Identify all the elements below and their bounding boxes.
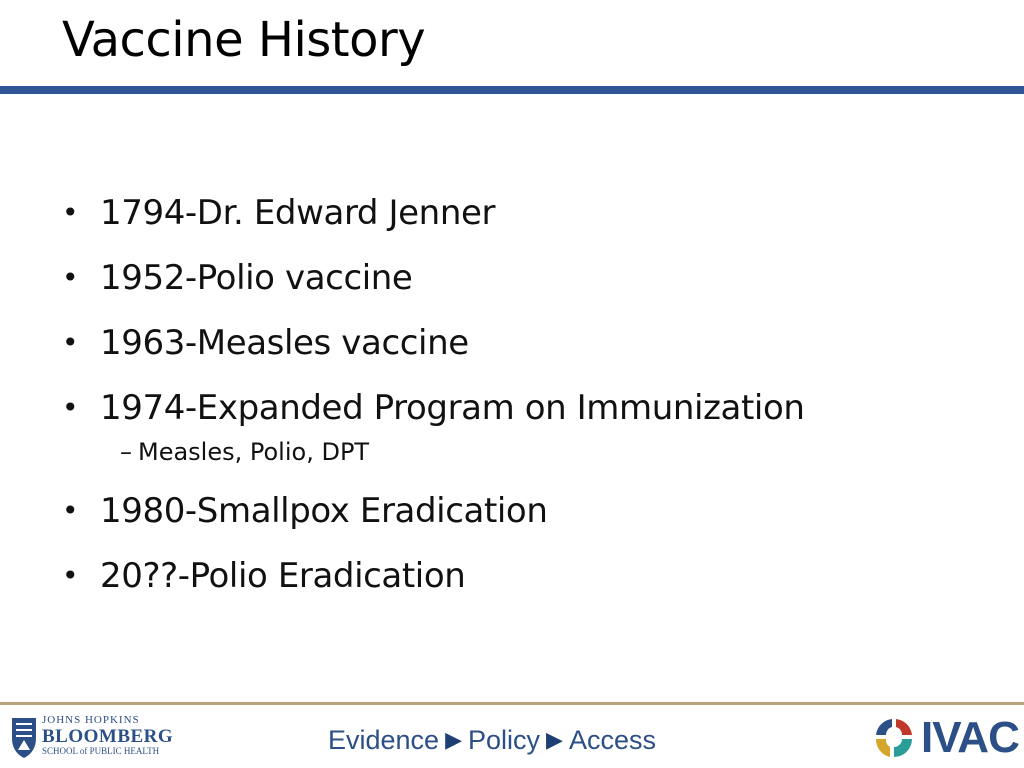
slide-title: Vaccine History [62, 12, 426, 68]
tagline-access: Access [568, 724, 656, 755]
bullet-dot: • [62, 391, 79, 424]
bullet-text: 1952-Polio vaccine [100, 258, 413, 298]
bullet-item [62, 320, 805, 366]
jhu-line3: SCHOOL of PUBLIC HEALTH [42, 746, 160, 756]
bullet-dot: • [62, 494, 79, 527]
footer-tagline [328, 722, 656, 758]
jhu-logo-text [42, 715, 173, 756]
bullet-text: 1794-Dr. Edward Jenner [100, 193, 496, 233]
tagline-policy: Policy [468, 724, 541, 755]
bullet-item [62, 190, 805, 236]
sub-bullet-item [62, 436, 805, 468]
bullet-dot: • [62, 196, 79, 229]
bullet-text: 1963-Measles vaccine [100, 323, 469, 363]
arrow-right-icon: ▶ [445, 727, 462, 752]
sub-bullet-dash: – [120, 438, 132, 466]
bullet-item [62, 553, 805, 599]
bullet-list [62, 190, 805, 618]
bullet-dot: • [62, 326, 79, 359]
bullet-text: 1974-Expanded Program on Immunization [100, 388, 805, 428]
tagline-evidence: Evidence [328, 724, 440, 755]
jhu-line2: BLOOMBERG [42, 726, 174, 747]
ivac-logo-text: IVAC [921, 713, 1019, 762]
title-divider [0, 86, 1024, 94]
bullet-dot: • [62, 559, 79, 592]
bullet-item [62, 255, 805, 301]
bullet-dot: • [62, 261, 79, 294]
bullet-item [62, 488, 805, 534]
jhu-line1: JOHNS HOPKINS [42, 714, 140, 726]
bullet-item [62, 385, 805, 431]
bullet-text: 1980-Smallpox Eradication [100, 491, 548, 531]
arrow-right-icon: ▶ [546, 727, 563, 752]
footer-divider [0, 702, 1024, 705]
sub-bullet-text: Measles, Polio, DPT [138, 438, 370, 466]
bullet-text: 20??-Polio Eradication [100, 556, 466, 596]
